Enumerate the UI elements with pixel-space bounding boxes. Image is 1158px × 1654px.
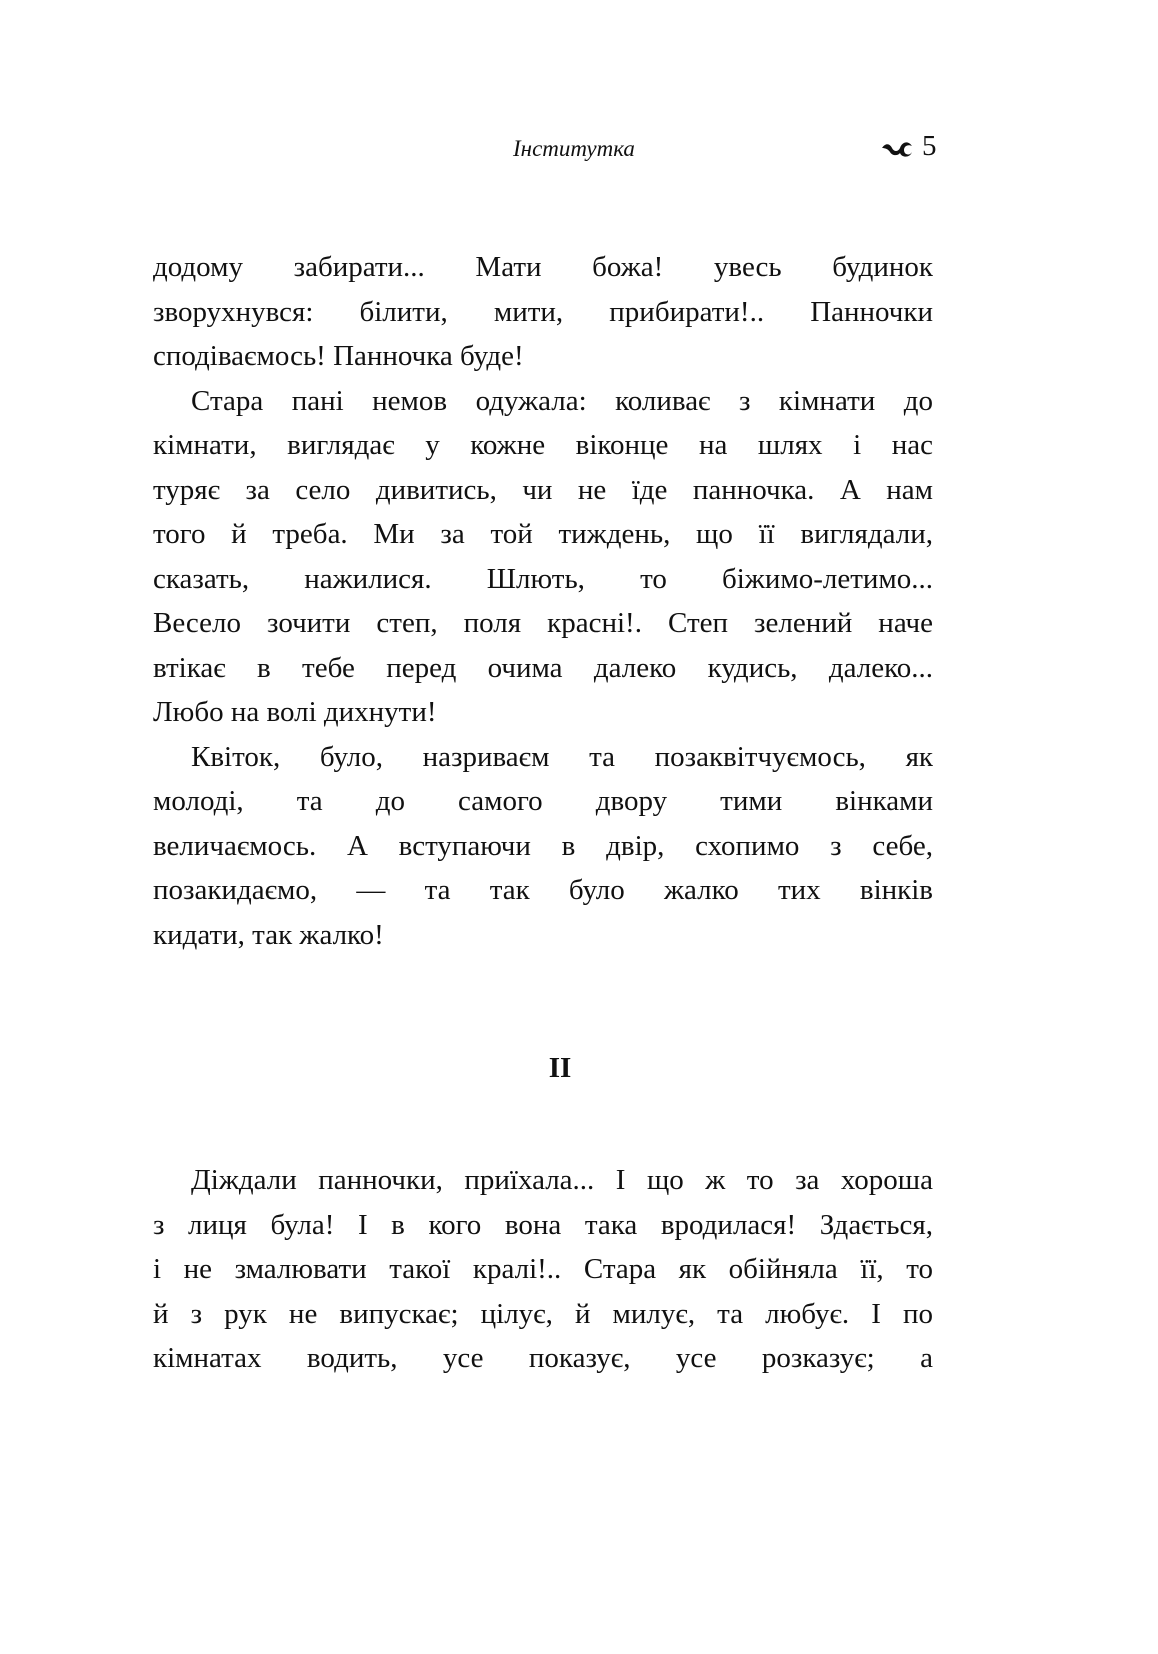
text-line: молоді, та до самого двору тими вінками: [153, 785, 933, 817]
text-line: Квіток, було, назриваєм та позаквітчуємось, як: [191, 740, 933, 773]
text-line: кидати, так жалко!: [153, 918, 384, 951]
text-line: додому забирати... Мати божа! увесь будинок: [153, 251, 933, 283]
text-line: кімнатах водить, усе показує, усе розказує; а: [153, 1342, 933, 1374]
page-number-text: 5: [922, 130, 937, 162]
chapter-heading: II: [548, 1052, 572, 1084]
text-line: сказать, нажилися. Шлють, то біжимо-летимо...: [153, 562, 933, 595]
paragraph: [153, 379, 933, 735]
page-number: [880, 130, 937, 163]
text-line: з лиця була! І в кого вона така вродилася! Здається,: [153, 1208, 933, 1241]
paragraph: [153, 735, 933, 958]
text-line: Весело зочити степ, поля красні!. Степ зелений наче: [153, 607, 933, 639]
text-line: втікає в тебе перед очима далеко кудись, далеко...: [153, 651, 933, 684]
text-line: того й треба. Ми за той тиждень, що її виглядали,: [153, 518, 933, 550]
text-line: Діждали панночки, приїхала... І що ж то за хороша: [191, 1164, 933, 1196]
text-line: кімнати, виглядає у кожне віконце на шлях і нас: [153, 429, 933, 461]
text-section-2: [153, 1158, 933, 1381]
text-line: і не змалювати такої кралі!.. Стара як обійняла її, то: [153, 1253, 933, 1285]
text-line: величаємось. А вступаючи в двір, схопимо з себе,: [153, 829, 933, 862]
text-line: сподіваємось! Панночка буде!: [153, 340, 524, 372]
text-line: позакидаємо, — та так було жалко тих вінків: [153, 874, 933, 906]
paragraph: [153, 245, 933, 379]
text-line: й з рук не випускає; цілує, й милує, та любує. І по: [153, 1297, 933, 1330]
text-line: Стара пані немов одужала: коливає з кімнати до: [191, 384, 933, 417]
paragraph: [153, 1158, 933, 1381]
text-line: зворухнувся: білити, мити, прибирати!.. Панночки: [153, 295, 933, 328]
text-section-1: [153, 245, 933, 957]
text-line: туряє за село дивитись, чи не їде панночка. А нам: [153, 473, 933, 506]
text-line: Любо на волі дихнути!: [153, 696, 437, 728]
running-title: Інститутка: [513, 136, 635, 161]
fleuron-icon: [880, 136, 914, 158]
